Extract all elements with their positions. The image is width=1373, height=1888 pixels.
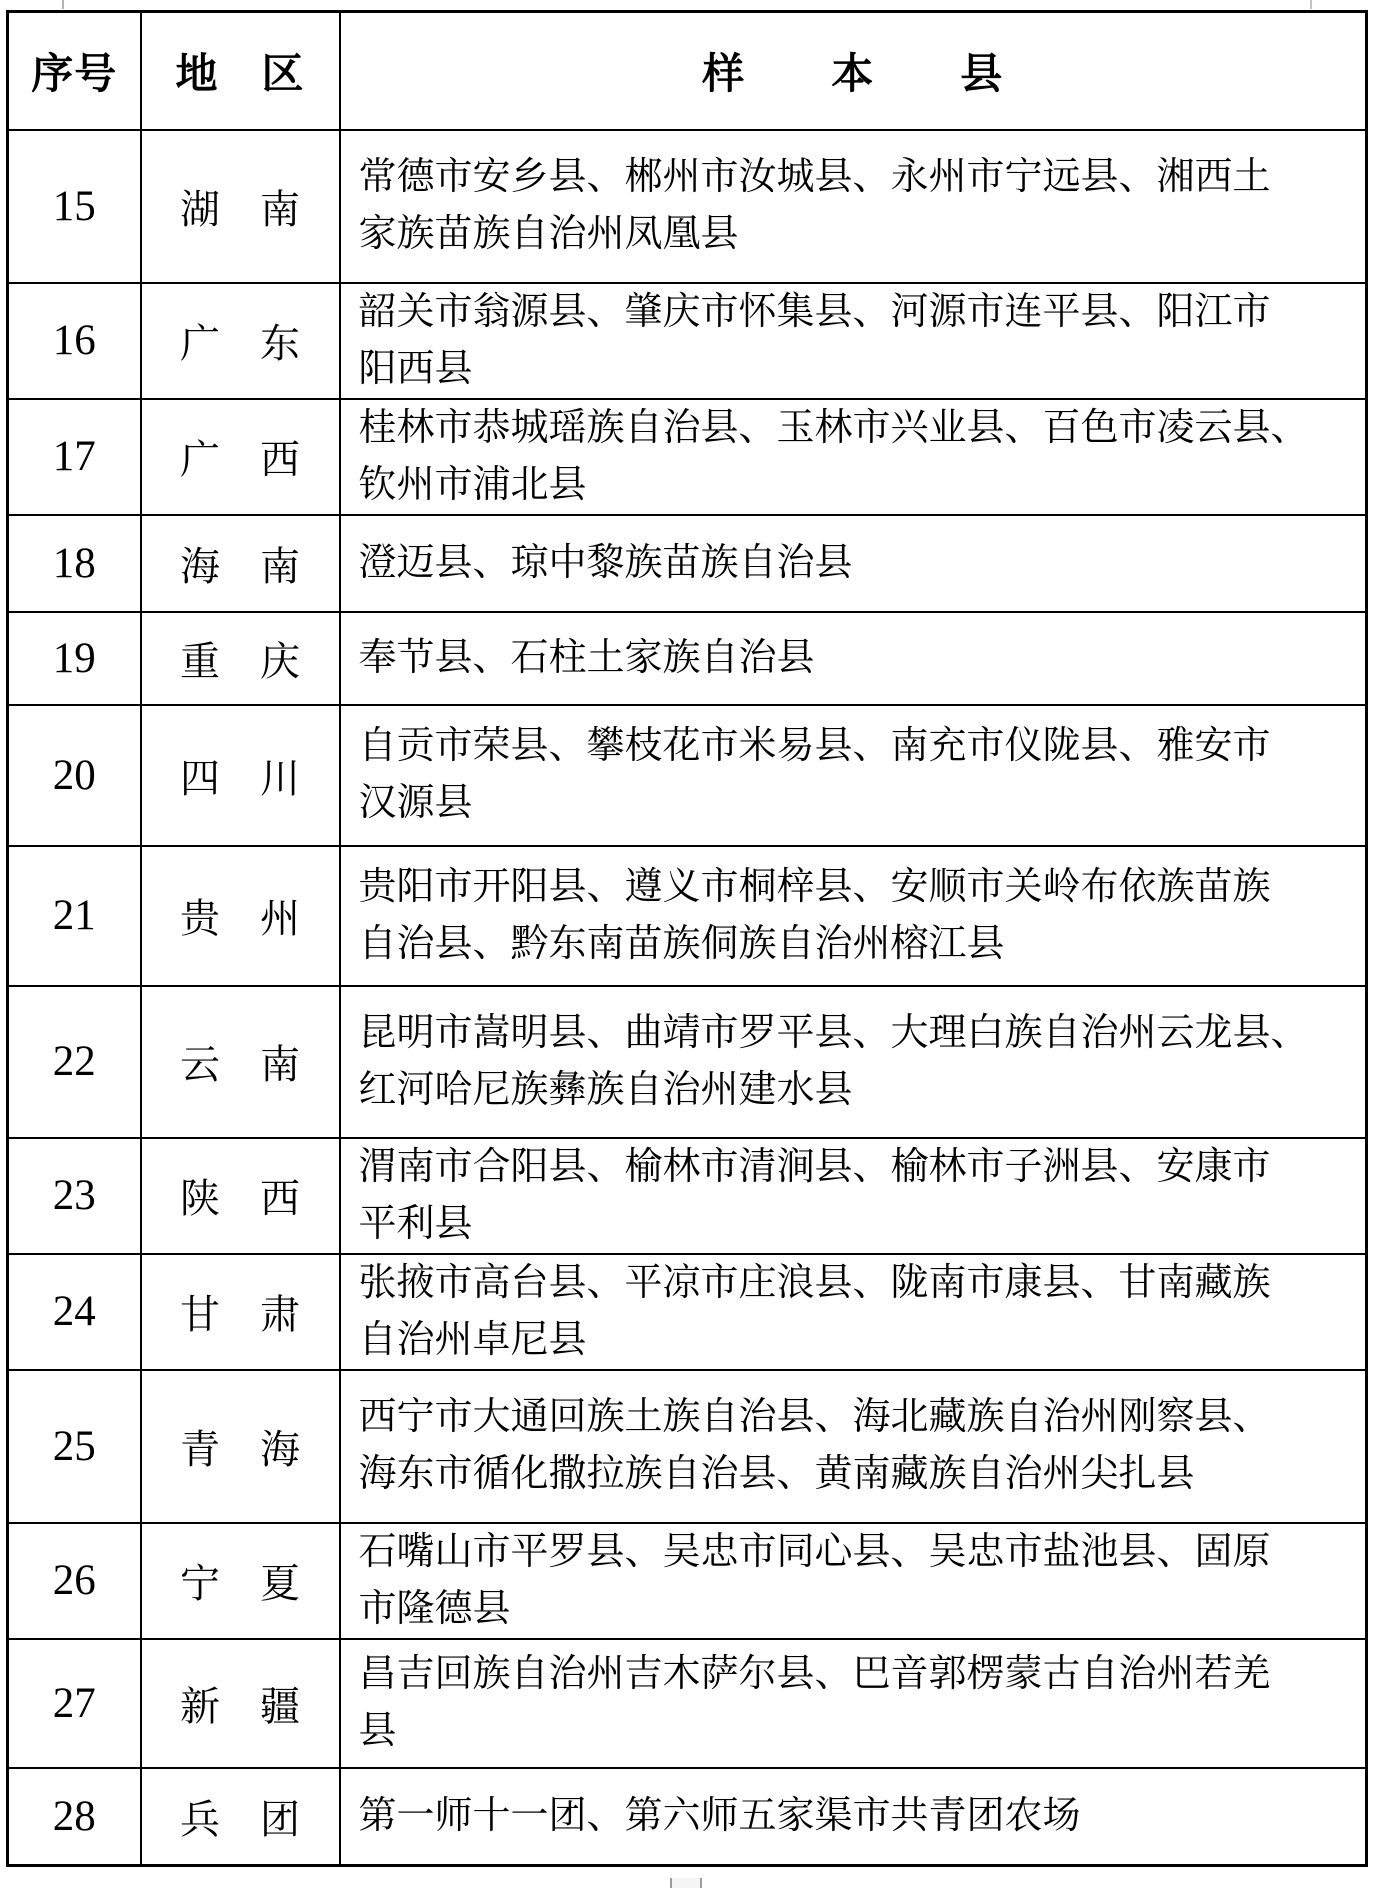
row-number-cell: 26 — [8, 1523, 141, 1639]
counties-cell — [340, 1370, 1367, 1523]
page-top-fragment-left — [62, 0, 64, 9]
table-row — [8, 705, 1367, 846]
header-col-region: 地 区 — [141, 12, 340, 130]
region-cell: 兵 团 — [141, 1768, 340, 1866]
region-cell: 陕 西 — [141, 1138, 340, 1254]
counties-text: 渭南市合阳县、榆林市清涧县、榆林市子洲县、安康市平利县 — [358, 1145, 1271, 1245]
table-row — [8, 846, 1367, 986]
counties-text: 韶关市翁源县、肇庆市怀集县、河源市连平县、阳江市阳西县 — [358, 290, 1271, 390]
row-number-cell: 20 — [8, 705, 141, 846]
table-row — [8, 1523, 1367, 1639]
header-col-serial: 序号 — [8, 12, 141, 130]
counties-text: 昌吉回族自治州吉木萨尔县、巴音郭楞蒙古自治州若羌县 — [358, 1653, 1271, 1752]
table-row — [8, 130, 1367, 283]
region-cell: 重 庆 — [141, 612, 340, 705]
row-number-cell: 23 — [8, 1138, 141, 1254]
counties-cell — [340, 1138, 1367, 1254]
counties-text: 昆明市嵩明县、曲靖市罗平县、大理白族自治州云龙县、红河哈尼族彝族自治州建水县 — [358, 1011, 1309, 1111]
counties-cell — [340, 1254, 1367, 1370]
row-number-cell: 15 — [8, 130, 141, 283]
counties-cell — [340, 1768, 1367, 1866]
row-number-cell: 19 — [8, 612, 141, 705]
table-row — [8, 612, 1367, 705]
table-row — [8, 283, 1367, 399]
counties-text: 石嘴山市平罗县、吴忠市同心县、吴忠市盐池县、固原市隆德县 — [358, 1530, 1271, 1630]
row-number-cell: 24 — [8, 1254, 141, 1370]
sample-counties-table — [6, 10, 1368, 1867]
page-bottom-fragment — [670, 1878, 702, 1888]
table-row — [8, 515, 1367, 612]
header-col-counties: 样 本 县 — [340, 12, 1367, 130]
region-cell: 青 海 — [141, 1370, 340, 1523]
table-row — [8, 1254, 1367, 1370]
counties-cell — [340, 846, 1367, 986]
table-row — [8, 1639, 1367, 1768]
counties-text: 西宁市大通回族土族自治县、海北藏族自治州刚察县、海东市循化撒拉族自治县、黄南藏族自治州尖扎县 — [358, 1396, 1271, 1495]
table-row — [8, 399, 1367, 515]
counties-cell — [340, 986, 1367, 1138]
table-row — [8, 1138, 1367, 1254]
row-number-cell: 25 — [8, 1370, 141, 1523]
counties-text: 张掖市高台县、平凉市庄浪县、陇南市康县、甘南藏族自治州卓尼县 — [358, 1261, 1271, 1361]
row-number-cell: 27 — [8, 1639, 141, 1768]
table-row — [8, 1370, 1367, 1523]
counties-cell — [340, 283, 1367, 399]
table-header-row — [8, 12, 1367, 130]
table-row — [8, 1768, 1367, 1866]
region-cell: 海 南 — [141, 515, 340, 612]
counties-text: 贵阳市开阳县、遵义市桐梓县、安顺市关岭布依族苗族自治县、黔东南苗族侗族自治州榕江县 — [358, 865, 1271, 965]
row-number-cell: 28 — [8, 1768, 141, 1866]
table-row — [8, 986, 1367, 1138]
counties-text: 常德市安乡县、郴州市汝城县、永州市宁远县、湘西土家族苗族自治州凤凰县 — [358, 156, 1271, 255]
region-cell: 甘 肃 — [141, 1254, 340, 1370]
row-number-cell: 22 — [8, 986, 141, 1138]
region-cell: 湖 南 — [141, 130, 340, 283]
row-number-cell: 18 — [8, 515, 141, 612]
counties-cell — [340, 399, 1367, 515]
counties-cell — [340, 515, 1367, 612]
page-top-fragment-right — [1310, 0, 1312, 9]
counties-text: 澄迈县、琼中黎族苗族自治县 — [358, 541, 853, 584]
counties-cell — [340, 705, 1367, 846]
row-number-cell: 21 — [8, 846, 141, 986]
counties-cell — [340, 612, 1367, 705]
region-cell: 云 南 — [141, 986, 340, 1138]
region-cell: 广 西 — [141, 399, 340, 515]
region-cell: 宁 夏 — [141, 1523, 340, 1639]
region-cell: 四 川 — [141, 705, 340, 846]
counties-text: 奉节县、石柱土家族自治县 — [358, 636, 815, 679]
counties-text: 第一师十一团、第六师五家渠市共青团农场 — [358, 1794, 1081, 1837]
counties-text: 桂林市恭城瑶族自治县、玉林市兴业县、百色市凌云县、钦州市浦北县 — [358, 406, 1309, 506]
row-number-cell: 17 — [8, 399, 141, 515]
counties-cell — [340, 130, 1367, 283]
region-cell: 广 东 — [141, 283, 340, 399]
counties-cell — [340, 1523, 1367, 1639]
region-cell: 贵 州 — [141, 846, 340, 986]
counties-text: 自贡市荣县、攀枝花市米易县、南充市仪陇县、雅安市汉源县 — [358, 725, 1271, 824]
row-number-cell: 16 — [8, 283, 141, 399]
counties-cell — [340, 1639, 1367, 1768]
region-cell: 新 疆 — [141, 1639, 340, 1768]
